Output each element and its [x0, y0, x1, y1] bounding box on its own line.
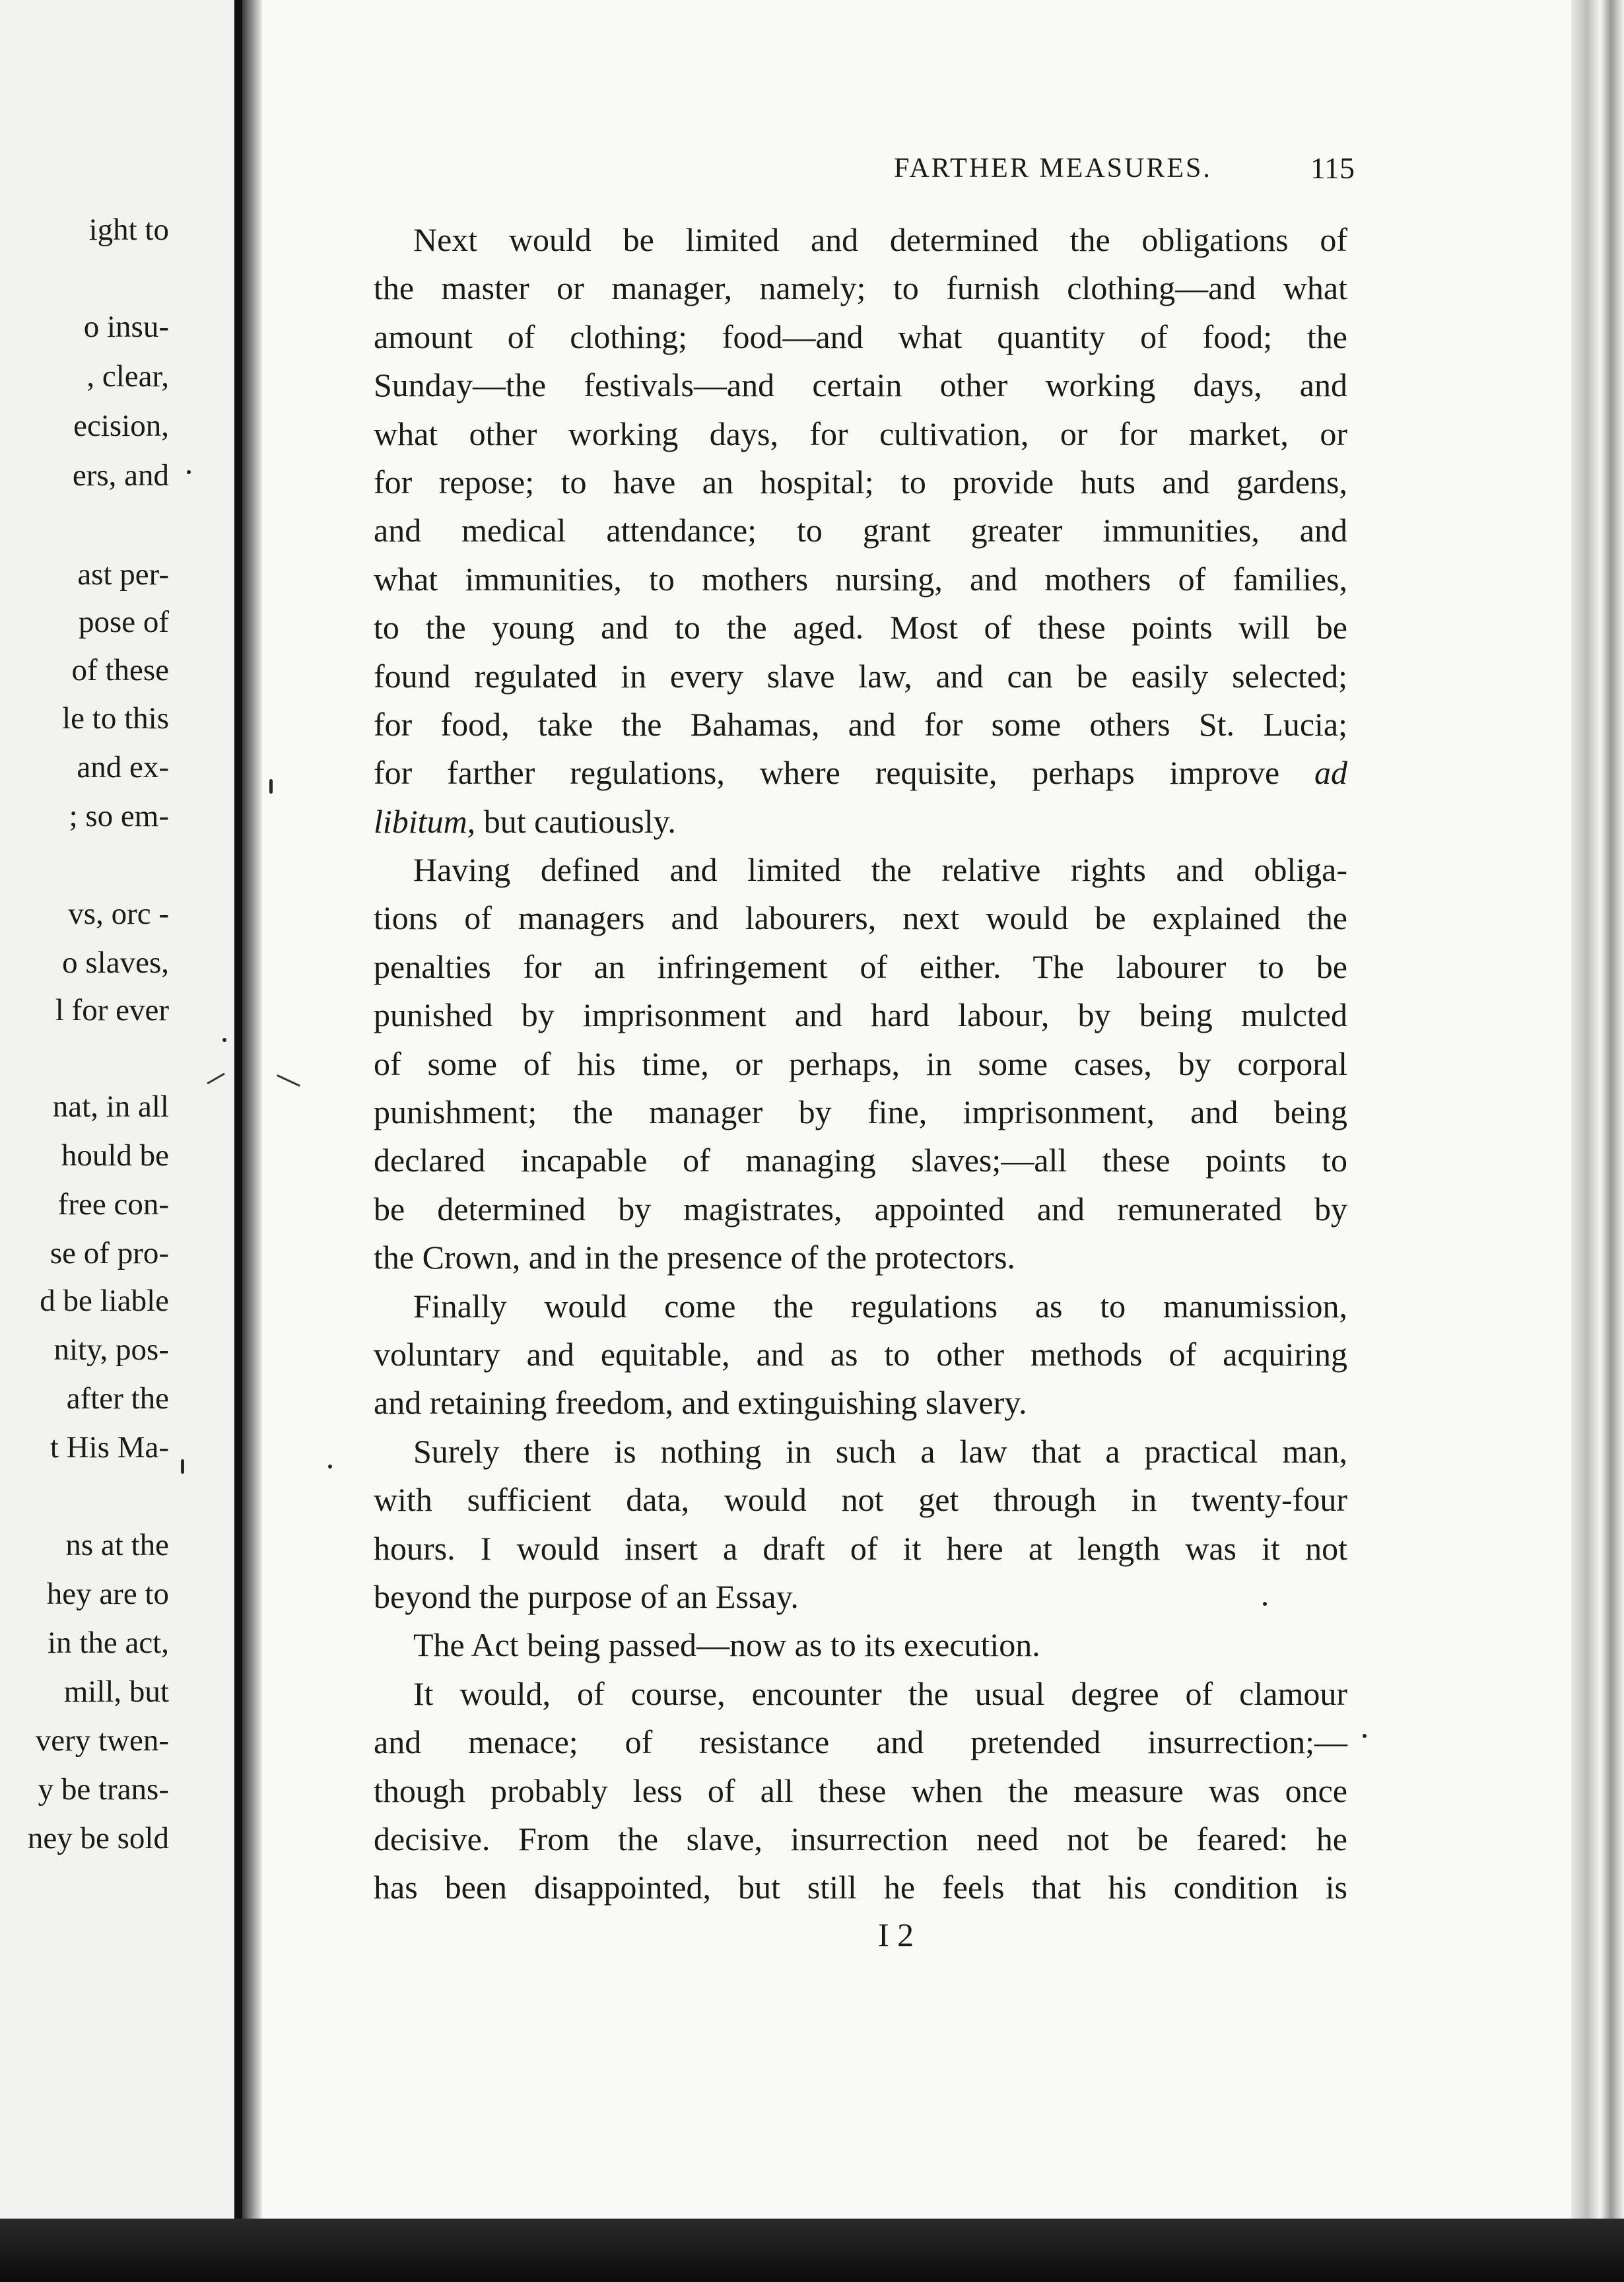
- left-page-line: mill, but: [63, 1675, 169, 1709]
- text-line: for food, take the Bahamas, and for some others St. Lucia;: [374, 705, 1347, 743]
- left-page-line: pose of: [78, 605, 169, 639]
- text-line: what other working days, for cultivation, or for market, or: [374, 415, 1347, 452]
- scan-speck: [187, 470, 191, 474]
- scan-speck: [1263, 1602, 1267, 1606]
- text-line: Sunday—the festivals—and certain other working days, and: [374, 366, 1347, 404]
- text-line: amount of clothing; food—and what quantity of food; the: [374, 318, 1347, 355]
- text-line: Having defined and limited the relative rights and obliga-: [413, 851, 1347, 889]
- text-line: found regulated in every slave law, and can be easily selected;: [374, 657, 1347, 695]
- left-page-line: ecision,: [73, 409, 169, 443]
- left-page-line: t His Ma-: [50, 1430, 169, 1465]
- text-line: though probably less of all these when the measure was once: [374, 1772, 1347, 1809]
- left-page-text-fragments: [0, 0, 236, 2235]
- left-page-line: l for ever: [55, 993, 169, 1027]
- book-gutter: [234, 0, 242, 2235]
- left-page-line: , clear,: [86, 359, 169, 394]
- page-edge-stack: [1571, 0, 1624, 2282]
- left-page-line: vs, orc -: [68, 897, 169, 931]
- text-line: the master or manager, namely; to furnish clothing—and what: [374, 269, 1347, 307]
- left-page-line: o slaves,: [62, 946, 169, 980]
- signature-mark: I 2: [878, 1916, 914, 1953]
- scan-bottom-edge: [0, 2219, 1624, 2282]
- text-line: It would, of course, encounter the usual degree of clamour: [413, 1675, 1347, 1712]
- text-line: with sufficient data, would not get through in twenty-four: [374, 1481, 1347, 1519]
- text-line: for repose; to have an hospital; to provide huts and gardens,: [374, 463, 1347, 501]
- text-line: penalties for an infringement of either. The labourer to be: [374, 948, 1347, 985]
- left-page-line: le to this: [62, 701, 169, 736]
- left-page-line: nat, in all: [52, 1089, 169, 1124]
- text-line: to the young and to the aged. Most of these points will be: [374, 609, 1347, 646]
- running-head: FARTHER MEASURES. 115: [370, 149, 1353, 188]
- left-page-line: very twen-: [35, 1723, 169, 1758]
- left-page-line: o insu-: [83, 310, 169, 344]
- left-page-line: in the act,: [47, 1626, 169, 1660]
- text-line: Surely there is nothing in such a law that a practical man,: [413, 1432, 1347, 1470]
- text-line: of some of his time, or perhaps, in some cases, by corporal: [374, 1045, 1347, 1082]
- text-line: declared incapable of managing slaves;—all these points to: [374, 1142, 1347, 1179]
- text-line: punished by imprisonment and hard labour, by being mulcted: [374, 996, 1347, 1034]
- text-line: punishment; the manager by fine, imprisonment, and being: [374, 1093, 1347, 1131]
- text-line: what immunities, to mothers nursing, and mothers of families,: [374, 560, 1347, 598]
- text-line: Next would be limited and determined the obligations of: [413, 221, 1347, 258]
- italic-text: ad: [1314, 754, 1347, 792]
- scan-speck: [269, 779, 273, 794]
- left-page-line: nity, pos-: [53, 1332, 169, 1367]
- left-page-line: ers, and: [72, 458, 169, 493]
- text-line: The Act being passed—now as to its execution.: [413, 1626, 1040, 1664]
- left-page-line: y be trans-: [38, 1772, 169, 1807]
- text-line: libitum, but cautiously.: [374, 802, 676, 840]
- page-number: 115: [1310, 151, 1355, 185]
- left-page-line: of these: [71, 653, 169, 687]
- left-page-line: free con-: [57, 1187, 169, 1222]
- left-page-line: se of pro-: [50, 1236, 169, 1270]
- text-line: for farther regulations, where requisite, perhaps improve ad: [374, 754, 1347, 792]
- left-page-line: ney be sold: [27, 1821, 169, 1855]
- text-line: has been disappointed, but still he feels that his condition is: [374, 1869, 1347, 1906]
- left-page-line: ast per-: [77, 557, 169, 592]
- scan-speck: [222, 1038, 226, 1042]
- left-page-line: ight to: [88, 213, 169, 247]
- left-page-line: d be liable: [40, 1284, 169, 1318]
- left-page-line: and ex-: [77, 750, 169, 784]
- left-page-line: ; so em-: [69, 799, 169, 833]
- text-line: the Crown, and in the presence of the protectors.: [374, 1239, 1015, 1276]
- body-text: [374, 216, 1347, 1912]
- text-line: Finally would come the regulations as to manumission,: [413, 1287, 1347, 1325]
- text-line: voluntary and equitable, and as to other methods of acquiring: [374, 1335, 1347, 1373]
- text-line: and medical attendance; to grant greater immunities, and: [374, 512, 1347, 549]
- text-line: hours. I would insert a draft of it here at length was it not: [374, 1529, 1347, 1567]
- italic-text: libitum,: [374, 802, 476, 840]
- text-line: beyond the purpose of an Essay.: [374, 1577, 799, 1615]
- scan-speck: [181, 1459, 184, 1474]
- text-line: and retaining freedom, and extinguishing slavery.: [374, 1384, 1027, 1422]
- text-line: and menace; of resistance and pretended insurrection;—: [374, 1723, 1347, 1761]
- left-page-line: hould be: [61, 1138, 169, 1173]
- scan-speck: [1363, 1734, 1367, 1738]
- scan-speck: [328, 1465, 332, 1469]
- gutter-shadow: [242, 0, 262, 2235]
- text-line: decisive. From the slave, insurrection need not be feared: he: [374, 1820, 1347, 1857]
- text-line: tions of managers and labourers, next would be explained the: [374, 899, 1347, 937]
- left-facing-page: [0, 0, 236, 2235]
- left-page-line: after the: [66, 1381, 169, 1416]
- text-line: be determined by magistrates, appointed and remunerated by: [374, 1190, 1347, 1227]
- left-page-line: ns at the: [65, 1528, 169, 1562]
- left-page-line: hey are to: [46, 1577, 169, 1611]
